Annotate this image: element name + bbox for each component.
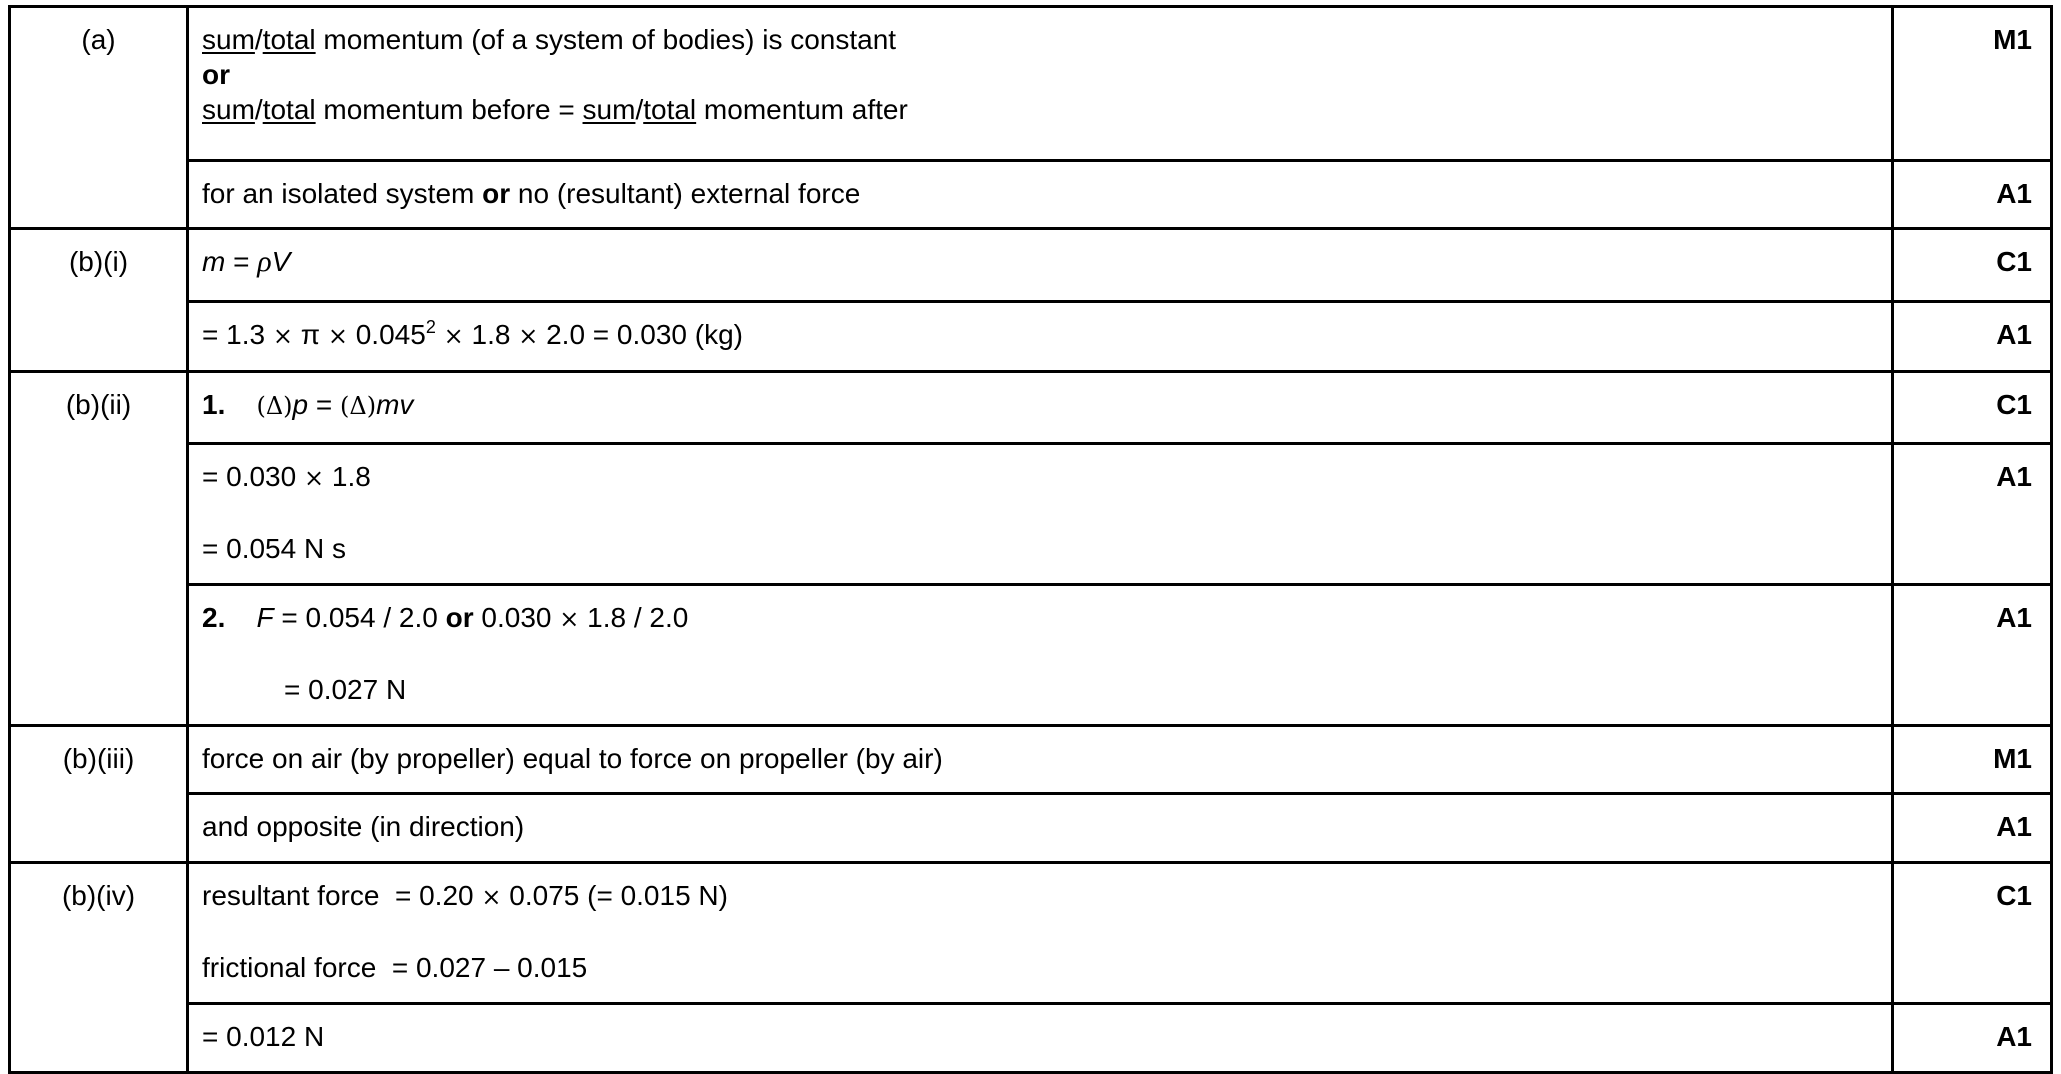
answer-line: sum/total momentum before = sum/total momentum after (202, 94, 908, 125)
answer-cell: 2. F = 0.054 / 2.0 or 0.030 × 1.8 / 2.0 = 0.027 N (188, 585, 1893, 726)
question-label: (a) (10, 7, 188, 229)
mark-scheme-table (8, 5, 2053, 1074)
answer-cell: = $1.3 \times \pi \times 0.045^2 \times 1.8 \times 2.0 = 0.030$ (kg) (188, 302, 1893, 372)
question-label: (b)(i) (10, 229, 188, 372)
table-row (10, 794, 2052, 863)
mark-cell: M1 (1893, 7, 2052, 161)
mark-cell: A1 (1893, 161, 2052, 229)
table-row (10, 585, 2052, 726)
mark-cell: A1 (1893, 1004, 2052, 1073)
answer-line: sum/total momentum (of a system of bodies) is constant (202, 24, 897, 55)
mark-cell: C1 (1893, 372, 2052, 444)
answer-cell (188, 7, 1893, 161)
mark-cell: C1 (1893, 229, 2052, 302)
mark-cell: A1 (1893, 585, 2052, 726)
table-row (10, 726, 2052, 794)
mark-cell: A1 (1893, 302, 2052, 372)
answer-cell: resultant force = 0.20 × 0.075 (= 0.015 N) frictional force = 0.027 – 0.015 (188, 863, 1893, 1004)
table-row (10, 7, 2052, 161)
table-row (10, 444, 2052, 585)
question-label: (b)(iii) (10, 726, 188, 863)
table-row (10, 161, 2052, 229)
answer-cell: = 0.012 N (188, 1004, 1893, 1073)
table-row (10, 372, 2052, 444)
mark-cell: A1 (1893, 794, 2052, 863)
answer-cell: for an isolated system or no (resultant) external force (188, 161, 1893, 229)
table-row (10, 229, 2052, 302)
table-row (10, 863, 2052, 1004)
table-row (10, 1004, 2052, 1073)
answer-cell: 1. (Δ)p = (Δ)mv (188, 372, 1893, 444)
table-row (10, 302, 2052, 372)
answer-cell: force on air (by propeller) equal to force on propeller (by air) (188, 726, 1893, 794)
mark-cell: M1 (1893, 726, 2052, 794)
mark-cell: A1 (1893, 444, 2052, 585)
answer-cell: = 0.030 × 1.8 = 0.054 N s (188, 444, 1893, 585)
answer-cell: m = ρV (188, 229, 1893, 302)
answer-cell: and opposite (in direction) (188, 794, 1893, 863)
or-connector: or (202, 59, 230, 90)
mark-cell: C1 (1893, 863, 2052, 1004)
question-label: (b)(iv) (10, 863, 188, 1073)
question-label: (b)(ii) (10, 372, 188, 726)
